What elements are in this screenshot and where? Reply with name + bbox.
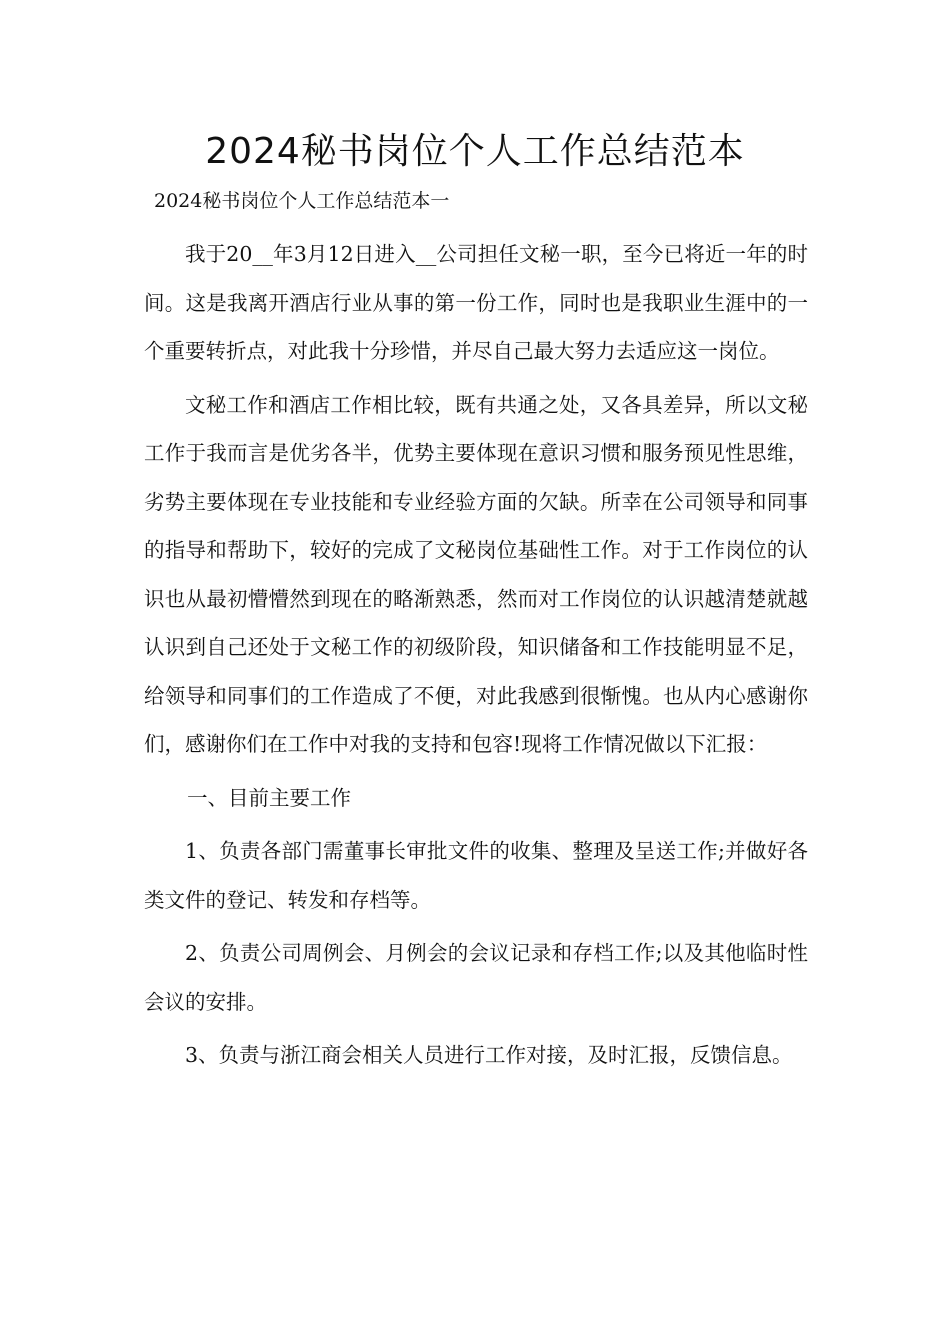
document-title: 2024秘书岗位个人工作总结范本 [205, 131, 745, 172]
paragraph-intro: 我于20__年3月12日进入__公司担任文秘一职，至今已将近一年的时间。这是我离开酒店行业从事的第一份工作，同时也是我职业生涯中的一个重要转折点，对此我十分珍惜，并尽自己最大努力去适应这一岗位。 [144, 242, 808, 363]
document-body [144, 230, 808, 1085]
document-subtitle: 2024秘书岗位个人工作总结范本一 [154, 190, 450, 212]
list-item-3: 3、负责与浙江商会相关人员进行工作对接，及时汇报，反馈信息。 [185, 1043, 793, 1067]
paragraph-comparison: 文秘工作和酒店工作相比较，既有共通之处，又各具差异，所以文秘工作于我而言是优劣各半，优势主要体现在意识习惯和服务预见性思维，劣势主要体现在专业技能和专业经验方面的欠缺。所幸在公司领导和同事的指导和帮助下，较好的完成了文秘岗位基础性工作。对于工作岗位的认识也从最初懵懵然到现在的略渐熟悉，然而对工作岗位的认识越清楚就越认识到自己还处于文秘工作的初级阶段，知识储备和工作技能明显不足，给领导和同事们的工作造成了不便，对此我感到很惭愧。也从内心感谢你们，感谢你们在工作中对我的支持和包容!现将工作情况做以下汇报： [144, 392, 808, 756]
section-heading: 一、目前主要工作 [187, 785, 352, 810]
list-item-1: 1、负责各部门需董事长审批文件的收集、整理及呈送工作;并做好各类文件的登记、转发和存档等。 [144, 839, 808, 912]
list-item-2: 2、负责公司周例会、月例会的会议记录和存档工作;以及其他临时性会议的安排。 [144, 941, 808, 1014]
